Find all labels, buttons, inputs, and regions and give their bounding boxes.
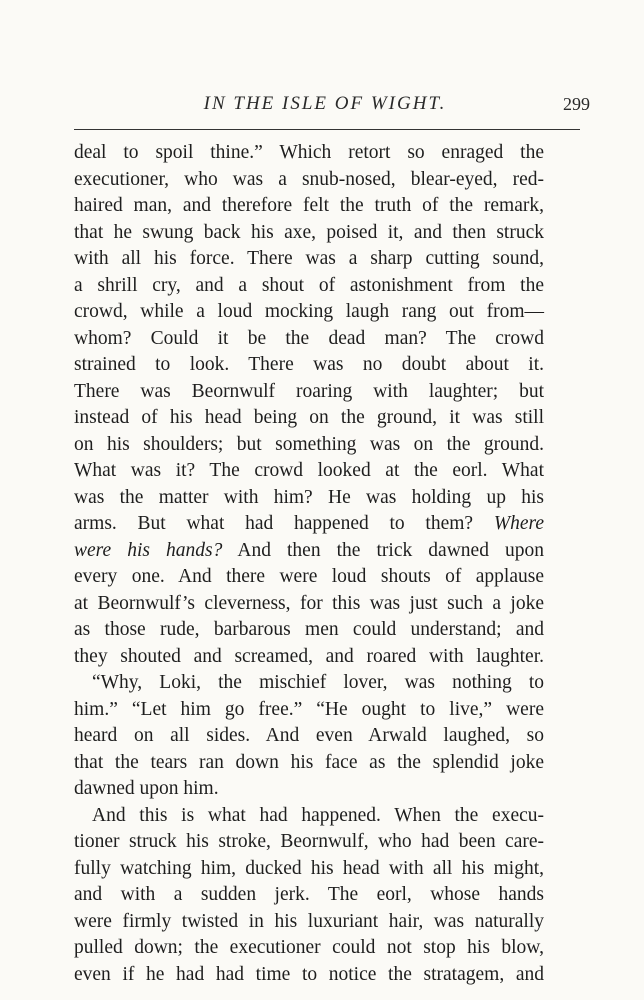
text-line: instead of his head being on the ground, it was still (74, 407, 544, 428)
text-line: haired man, and therefore felt the truth of the remark, (74, 195, 544, 216)
header-rule (74, 129, 580, 130)
text-line: every one. And there were loud shouts of applause (74, 566, 544, 587)
text-line: him.” “Let him go free.” “He ought to live,” were (74, 698, 544, 720)
text-line: and with a sudden jerk. The eorl, whose hands (74, 884, 544, 905)
text-line: What was it? The crowd looked at the eorl. What (74, 460, 544, 481)
text-line: even if he had had time to notice the stratagem, and (74, 963, 544, 985)
body-text (74, 140, 544, 988)
text-line: executioner, who was a snub-nosed, blear-eyed, red- (74, 168, 544, 190)
text-line: There was Beornwulf roaring with laughter; but (74, 380, 544, 402)
text-line: were firmly twisted in his luxuriant hair, was naturally (74, 910, 544, 932)
text-line: strained to look. There was no doubt about it. (74, 354, 544, 375)
text-line: crowd, while a loud mocking laugh rang out from— (74, 301, 544, 322)
paragraph-end-line: dawned upon him. (74, 778, 219, 799)
text-segment: arms. But what had happened to them? (74, 513, 474, 534)
text-line: with all his force. There was a sharp cutting sound, (74, 248, 544, 269)
text-line: tioner struck his stroke, Beornwulf, who had been care- (74, 831, 544, 852)
text-line (74, 511, 544, 538)
text-line: at Beornwulf’s cleverness, for this was just such a joke (74, 592, 544, 614)
text-line: on his shoulders; but something was on the ground. (74, 433, 544, 455)
text-line: as those rude, barbarous men could understand; and (74, 619, 544, 640)
text-line: heard on all sides. And even Arwald laughed, so (74, 725, 544, 746)
text-line: pulled down; the executioner could not stop his blow, (74, 937, 544, 958)
text-line: they shouted and screamed, and roared with laughter. (74, 645, 544, 667)
text-line: a shrill cry, and a shout of astonishment from the (74, 274, 544, 296)
text-line (74, 538, 544, 565)
text-line: that the tears ran down his face as the splendid joke (74, 751, 544, 773)
paragraph-start-line: “Why, Loki, the mischief lover, was nothing to (92, 672, 544, 693)
text-line: deal to spoil thine.” Which retort so enraged the (74, 142, 544, 163)
running-head (60, 93, 590, 123)
page-number: 299 (563, 94, 590, 114)
italic-text: were his hands? (74, 539, 223, 561)
text-segment: And then the trick dawned upon (222, 539, 544, 561)
running-head-title: IN THE ISLE OF WIGHT. (203, 93, 447, 114)
text-line: whom? Could it be the dead man? The crowd (74, 327, 544, 349)
italic-text: Where (493, 513, 545, 534)
text-line: fully watching him, ducked his head with all his might, (74, 857, 544, 879)
paragraph-start-line: And this is what had happened. When the execu- (92, 804, 544, 826)
text-line: that he swung back his axe, poised it, and then struck (74, 221, 544, 243)
text-line: was the matter with him? He was holding up his (74, 486, 544, 508)
